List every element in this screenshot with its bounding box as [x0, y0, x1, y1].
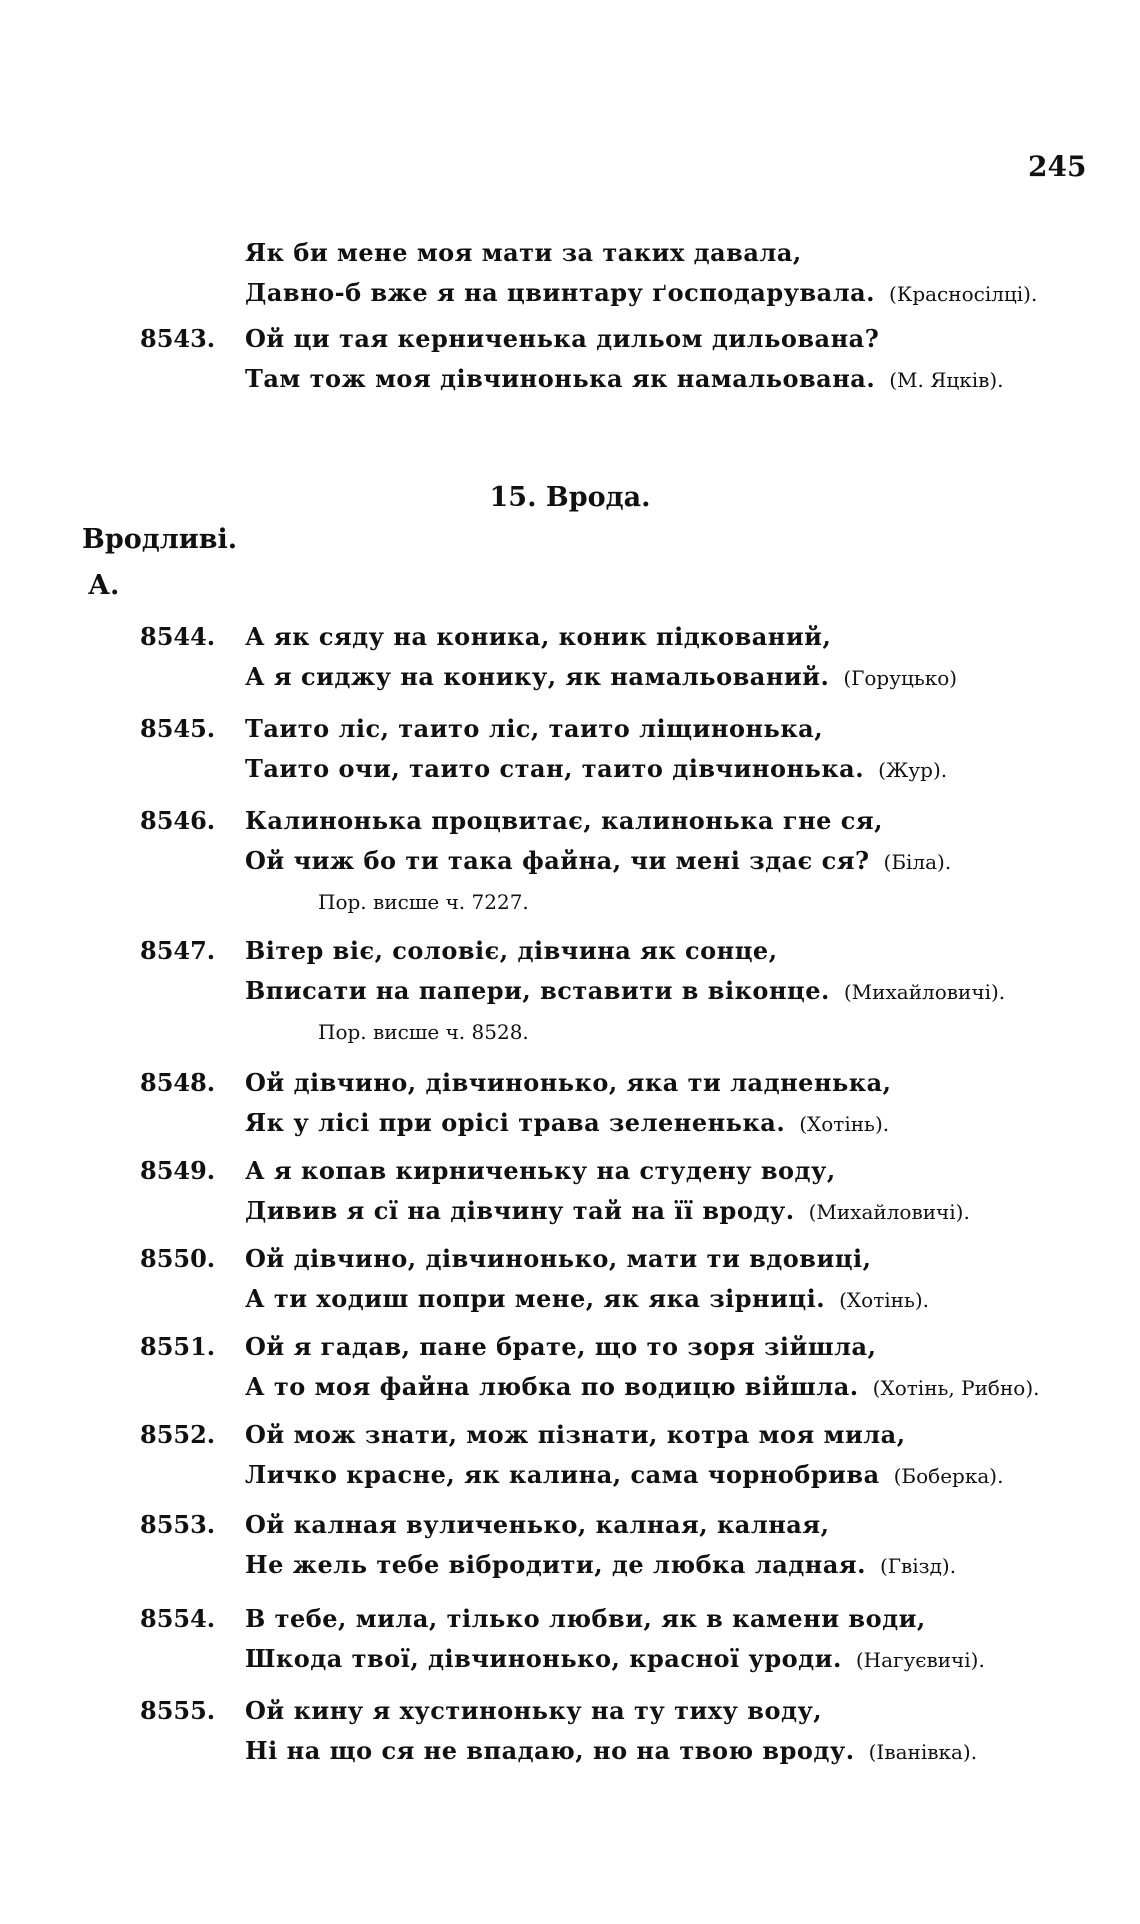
verse-line [245, 1284, 929, 1313]
verse-line-text: А я сиджу на конику, як намальований. [245, 662, 830, 691]
source-label: (Гвізд). [879, 1554, 957, 1578]
verse-line [245, 936, 778, 965]
entry-number: 8544. [140, 622, 216, 651]
entry-number: 8552. [140, 1420, 216, 1449]
verse-line-text: Ой ци тая керниченька дильом дильована? [245, 324, 880, 353]
verse-line [245, 1108, 889, 1137]
verse-line [245, 662, 957, 691]
source-label: (Хотінь). [839, 1288, 930, 1312]
entry-number: 8545. [140, 714, 216, 743]
verse-line [245, 1156, 836, 1185]
source-label: (Михайловичі). [808, 1200, 970, 1224]
verse-line-text: Ой я гадав, пане брате, що то зоря зійшла, [245, 1332, 877, 1361]
verse-line [245, 238, 802, 267]
verse-line-text: Там тож моя дівчинонька як намальована. [245, 364, 876, 393]
verse-line-text: Дивив я сї на дівчину тай на її вроду. [245, 1196, 795, 1225]
verse-line [245, 846, 951, 875]
verse-line [245, 806, 883, 835]
verse-line [245, 1550, 956, 1579]
source-label: (Нагуєвичі). [855, 1648, 985, 1672]
verse-line [245, 1510, 829, 1539]
source-label: (Біла). [883, 850, 952, 874]
verse-line [245, 1644, 985, 1673]
source-label: (М. Яцків). [889, 368, 1004, 392]
verse-line-text: А я копав кирниченьку на студену воду, [245, 1156, 836, 1185]
section-letter: А. [88, 570, 120, 601]
verse-line-text: Вписати на папери, вставити в віконце. [245, 976, 830, 1005]
verse-line [245, 1460, 1003, 1489]
verse-line [245, 1604, 926, 1633]
source-label: (Хотінь). [799, 1112, 890, 1136]
verse-line [245, 324, 879, 353]
entry-number: 8553. [140, 1510, 216, 1539]
source-label: (Михайловичі). [843, 980, 1006, 1004]
entry-number: 8549. [140, 1156, 216, 1185]
verse-line-text: Ой дівчино, дівчинонько, мати ти вдовиці, [245, 1244, 872, 1273]
source-label: (Боберка). [893, 1464, 1004, 1488]
verse-line [245, 1696, 822, 1725]
entry-number: 8547. [140, 936, 216, 965]
entry-number: 8546. [140, 806, 216, 835]
verse-line-text: Ой мож знати, мож пізнати, котра моя мила, [245, 1420, 906, 1449]
verse-line [245, 278, 1037, 307]
verse-line-text: Як би мене моя мати за таких давала, [245, 238, 802, 267]
verse-line [245, 622, 831, 651]
verse-line-text: Давно-б вже я на цвинтару ґосподарувала. [245, 278, 876, 307]
entry-number: 8548. [140, 1068, 216, 1097]
verse-line-text: Ой дівчино, дівчинонько, яка ти ладненька, [245, 1068, 892, 1097]
verse-line-text: Шкода твої, дівчинонько, красної уроди. [245, 1644, 842, 1673]
cross-reference-note: Пор. висше ч. 8528. [318, 1020, 529, 1044]
verse-line [245, 1068, 892, 1097]
verse-line [245, 1420, 906, 1449]
verse-line-text: А як сяду на коника, коник підкований, [245, 622, 832, 651]
verse-line [245, 1736, 977, 1765]
cross-reference-note: Пор. висше ч. 7227. [318, 890, 529, 914]
page-number: 245 [1028, 150, 1087, 183]
verse-line [245, 1196, 970, 1225]
entry-number: 8554. [140, 1604, 216, 1633]
entry-number: 8543. [140, 324, 216, 353]
verse-line [245, 754, 947, 783]
verse-line [245, 1244, 871, 1273]
source-label: (Жур). [878, 758, 948, 782]
entry-number: 8550. [140, 1244, 216, 1273]
verse-line-text: Личко красне, як калина, сама чорнобрива [245, 1460, 880, 1489]
verse-line [245, 714, 823, 743]
verse-line-text: Ой чиж бо ти така файна, чи мені здає ся? [245, 846, 870, 875]
verse-line-text: А ти ходиш попри мене, як яка зірниці. [245, 1284, 826, 1313]
verse-line-text: Не жель тебе вібродити, де любка ладная. [245, 1550, 866, 1579]
verse-line-text: Як у лісі при орісі трава зелененька. [245, 1108, 786, 1137]
verse-line [245, 1332, 876, 1361]
entry-number: 8551. [140, 1332, 216, 1361]
verse-line-text: Таито очи, таито стан, таито дівчинонька. [245, 754, 865, 783]
section-title: 15. Врода. [489, 482, 651, 513]
source-label: (Горуцько) [843, 666, 958, 690]
source-label: (Хотінь, Рибно). [872, 1376, 1040, 1400]
verse-line-text: Ой калная вуличенько, калная, калная, [245, 1510, 830, 1539]
section-subheading: Вродливі. [82, 524, 238, 555]
verse-line-text: Калинонька процвитає, калинонька гне ся, [245, 806, 883, 835]
verse-line-text: А то моя файна любка по водицю війшла. [245, 1372, 859, 1401]
source-label: (Іванівка). [868, 1740, 978, 1764]
verse-line-text: Вітер віє, соловіє, дівчина як сонце, [245, 936, 778, 965]
verse-line [245, 364, 1004, 393]
verse-line-text: Ні на що ся не впадаю, но на твою вроду. [245, 1736, 855, 1765]
verse-line-text: В тебе, мила, тілько любви, як в камени води, [245, 1604, 926, 1633]
verse-line-text: Таито ліс, таито ліс, таито ліщинонька, [245, 714, 824, 743]
verse-line [245, 976, 1005, 1005]
source-label: (Красносілці). [889, 282, 1038, 306]
verse-line-text: Ой кину я хустиноньку на ту тиху воду, [245, 1696, 823, 1725]
entry-number: 8555. [140, 1696, 216, 1725]
verse-line [245, 1372, 1040, 1401]
